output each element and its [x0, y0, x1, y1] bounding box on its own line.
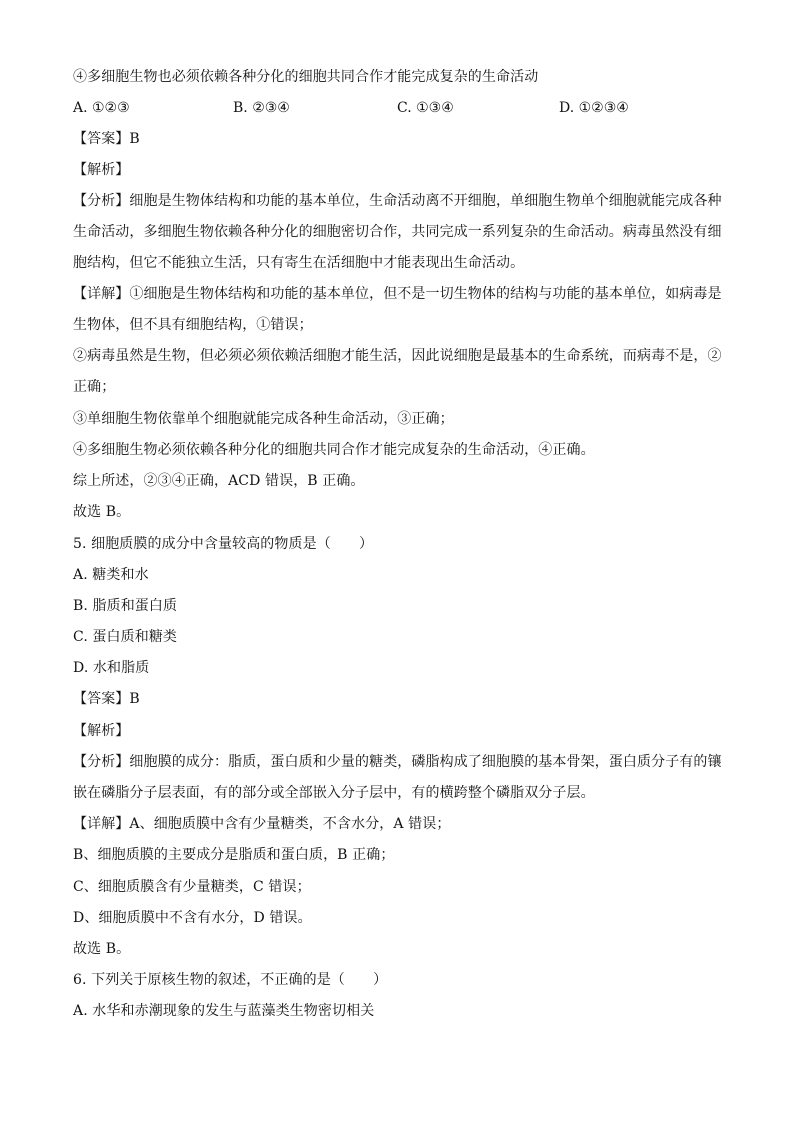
q5-xiangjie-line-3: C、细胞质膜含有少量糖类，C 错误；	[73, 879, 311, 895]
q5-option-b: B. 脂质和蛋白质	[73, 598, 178, 614]
q4-xiangjie-line-1: 【详解】①细胞是生物体结构和功能的基本单位，但不是一切生物体的结构与功能的基本单位，如病毒是	[73, 286, 722, 302]
q5-option-c: C. 蛋白质和糖类	[73, 629, 178, 645]
q4-statement-4: ④多细胞生物也必须依赖各种分化的细胞共同合作才能完成复杂的生命活动	[73, 69, 539, 85]
q5-conclusion: 故选 B。	[73, 941, 131, 957]
q4-summary: 综上所述，②③④正确，ACD 错误，B 正确。	[73, 473, 365, 489]
q4-analysis-heading: 【解析】	[73, 162, 130, 178]
q4-answer: 【答案】B	[73, 131, 140, 147]
q4-xiangjie-line-4: 正确；	[73, 379, 116, 395]
q4-xiangjie-line-2: 生物体，但不具有细胞结构，①错误；	[73, 317, 313, 333]
q4-fenxi-line-2: 生命活动，多细胞生物依赖各种分化的细胞密切合作，共同完成一系列复杂的生命活动。病毒虽然没有细	[73, 224, 722, 240]
q6-option-a: A. 水华和赤潮现象的发生与蓝藻类生物密切相关	[73, 1003, 375, 1019]
q4-fenxi-line-1: 【分析】细胞是生物体结构和功能的基本单位，生命活动离不开细胞，单细胞生物单个细胞就能完成各种	[73, 193, 722, 209]
q6-stem: 6. 下列关于原核生物的叙述，不正确的是（ ）	[73, 972, 388, 988]
q5-xiangjie-line-2: B、细胞质膜的主要成分是脂质和蛋白质，B 正确；	[73, 847, 395, 863]
q5-answer: 【答案】B	[73, 691, 140, 707]
q5-fenxi-line-1: 【分析】细胞膜的成分：脂质，蛋白质和少量的糖类，磷脂构成了细胞膜的基本骨架，蛋白质分子有的镶	[73, 754, 722, 770]
q4-conclusion: 故选 B。	[73, 504, 131, 520]
q4-options	[73, 98, 753, 120]
q5-xiangjie-line-4: D、细胞质膜中不含有水分，D 错误。	[73, 910, 312, 926]
q4-option-b: B. ②③④	[233, 100, 290, 116]
q4-option-c: C. ①③④	[397, 100, 454, 116]
q5-stem: 5. 细胞质膜的成分中含量较高的物质是（ ）	[73, 536, 374, 552]
q4-xiangjie-line-5: ③单细胞生物依靠单个细胞就能完成各种生命活动，③正确；	[73, 411, 454, 427]
q4-xiangjie-line-6: ④多细胞生物必须依赖各种分化的细胞共同合作才能完成复杂的生命活动，④正确。	[73, 442, 595, 458]
q4-option-a: A. ①②③	[73, 100, 130, 116]
q5-option-a: A. 糖类和水	[73, 567, 149, 583]
q5-analysis-heading: 【解析】	[73, 723, 130, 739]
q4-fenxi-line-3: 胞结构，但它不能独立生活，只有寄生在活细胞中才能表现出生命活动。	[73, 255, 525, 271]
q5-option-d: D. 水和脂质	[73, 660, 150, 676]
q5-xiangjie-line-1: 【详解】A、细胞质膜中含有少量糖类，不含水分，A 错误；	[73, 816, 451, 832]
q4-option-d: D. ①②③④	[559, 100, 629, 116]
q4-xiangjie-line-3: ②病毒虽然是生物，但必须必须依赖活细胞才能生活，因此说细胞是最基本的生命系统，而病毒不是，②	[73, 348, 722, 364]
q5-fenxi-line-2: 嵌在磷脂分子层表面，有的部分或全部嵌入分子层中，有的横跨整个磷脂双分子层。	[73, 785, 595, 801]
